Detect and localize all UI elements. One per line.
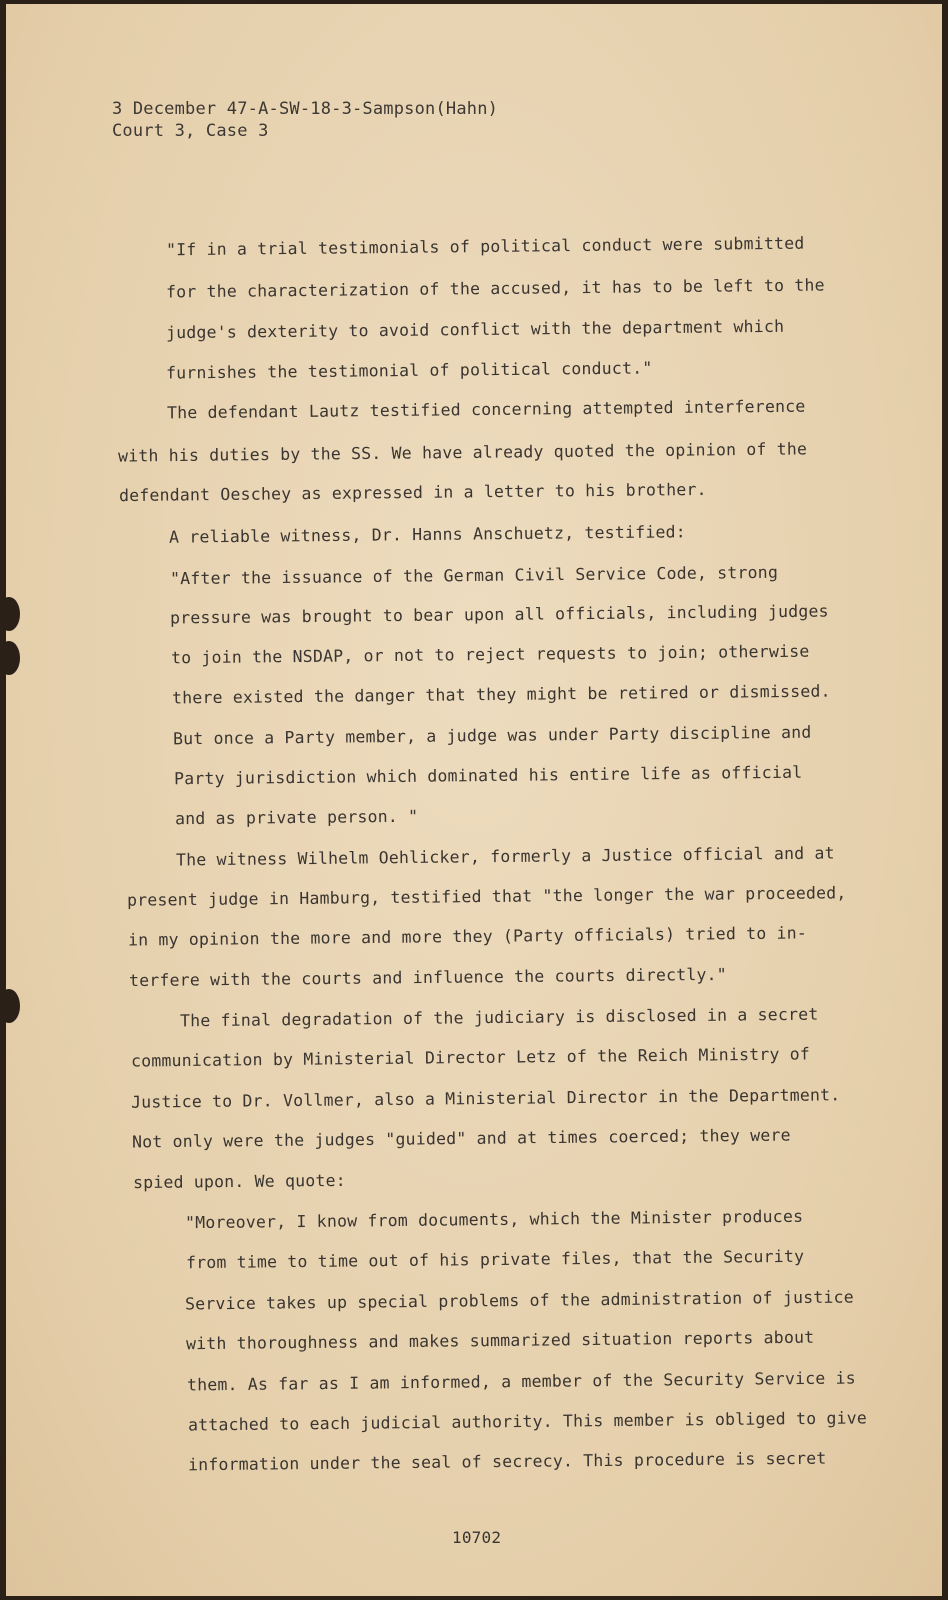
text-line: The final degradation of the judiciary is disclosed in a secret [179, 1004, 819, 1031]
text-line: Party jurisdiction which dominated his entire life as official [173, 762, 803, 789]
text-line: Service takes up special problems of the administration of justice [184, 1287, 854, 1314]
header-date-reference: 3 December 47-A-SW-18-3-Sampson(Hahn) [112, 99, 499, 119]
text-line: defendant Oeschey as expressed in a letter to his brother. [118, 479, 707, 506]
text-line: furnishes the testimonial of political conduct." [165, 358, 653, 383]
text-line: The witness Wilhelm Oehlicker, formerly a Justice official and at [175, 843, 835, 870]
text-line: with his duties by the SS. We have already quoted the opinion of the [117, 439, 808, 466]
text-line: terfere with the courts and influence the courts directly." [128, 964, 727, 991]
text-line: A reliable witness, Dr. Hanns Anschuetz, testified: [168, 522, 686, 547]
text-line: pressure was brought to bear upon all officials, including judges [169, 601, 829, 628]
text-line: Not only were the judges "guided" and at times coerced; they were [131, 1125, 791, 1152]
header-court-case: Court 3, Case 3 [112, 121, 269, 141]
text-line: there existed the danger that they might be retired or dismissed. [171, 681, 831, 708]
text-line: "If in a trial testimonials of political conduct were submitted [165, 233, 805, 260]
page-number: 10702 [452, 1528, 502, 1547]
text-line: But once a Party member, a judge was under Party discipline and [172, 722, 812, 749]
text-line: present judge in Hamburg, testified that "the longer the war proceeded, [126, 883, 847, 910]
text-line: them. As far as I am informed, a member of the Security Service is [186, 1368, 856, 1395]
text-line: and as private person. " [174, 806, 419, 829]
text-line: The defendant Lautz testified concerning attempted interference [166, 396, 806, 423]
document-page [6, 4, 942, 1596]
text-line: from time to time out of his private files, that the Security [185, 1246, 805, 1273]
text-line: to join the NSDAP, or not to reject requests to join; otherwise [170, 641, 810, 668]
text-line: attached to each judicial authority. This member is obliged to give [187, 1408, 868, 1435]
text-line: spied upon. We quote: [132, 1170, 346, 1193]
text-line: "Moreover, I know from documents, which the Minister produces [184, 1206, 804, 1233]
binder-hole [6, 989, 20, 1023]
binder-hole [6, 597, 20, 631]
text-line: Justice to Dr. Vollmer, also a Ministerial Director in the Department. [130, 1085, 841, 1112]
text-line: with thoroughness and makes summarized situation reports about [185, 1327, 815, 1354]
text-line: communication by Ministerial Director Letz of the Reich Ministry of [130, 1044, 811, 1071]
binder-hole [6, 641, 20, 675]
text-line: "After the issuance of the German Civil Service Code, strong [169, 562, 779, 589]
text-line: information under the seal of secrecy. This procedure is secret [187, 1448, 827, 1475]
text-line: in my opinion the more and more they (Party officials) tried to in- [127, 923, 808, 950]
text-line: judge's dexterity to avoid conflict with the department which [165, 316, 785, 343]
text-line: for the characterization of the accused, it has to be left to the [165, 275, 825, 302]
